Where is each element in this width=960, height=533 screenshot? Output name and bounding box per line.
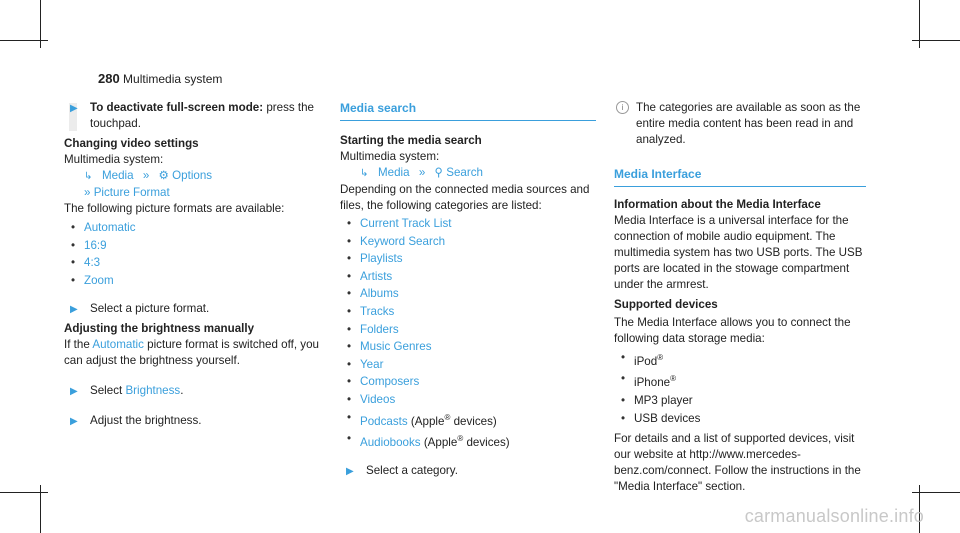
step-arrow-icon: ▶ bbox=[70, 304, 78, 316]
crop-mark bbox=[0, 40, 48, 41]
devices-list bbox=[614, 349, 866, 427]
page-header-title: Multimedia system bbox=[123, 72, 223, 86]
step-deactivate: ▶ To deactivate full-screen mode: press the touchpad. bbox=[70, 101, 315, 130]
menu-path-2 bbox=[64, 185, 320, 201]
double-chevron-icon: » bbox=[142, 169, 150, 182]
info-text: Media Interface is a universal interface for the connection of mobile audio equipment. The multimedia system has two USB ports. The USB ports are located in the stowage compartment under the armrest. bbox=[614, 214, 863, 291]
watermark: carmanualsonline.info bbox=[744, 506, 924, 526]
info-icon: i bbox=[616, 101, 629, 114]
path-media[interactable]: Media bbox=[102, 169, 134, 182]
list-item[interactable]: • Zoom bbox=[64, 272, 320, 290]
search-icon: ⚲ bbox=[434, 166, 443, 179]
step-arrow-icon: ▶ bbox=[346, 466, 354, 478]
list-item[interactable]: • Composers bbox=[340, 373, 596, 391]
crop-mark bbox=[912, 40, 960, 41]
list-item: • MP3 player bbox=[614, 392, 866, 410]
heading-brightness: Adjusting the brightness manually bbox=[64, 322, 255, 336]
path-media[interactable]: Media bbox=[378, 166, 410, 179]
list-item: • Podcasts (Apple® devices) bbox=[340, 409, 596, 430]
list-item[interactable]: • Artists bbox=[340, 268, 596, 286]
section-media-search: Media search bbox=[340, 101, 417, 115]
page-number: 280 bbox=[98, 71, 120, 86]
list-item[interactable]: • Videos bbox=[340, 391, 596, 409]
page-header bbox=[98, 71, 222, 86]
step-select-category: ▶ Select a category. bbox=[340, 463, 596, 479]
note-block: i The categories are available as soon as the entire media content has been read in and analyzed. bbox=[614, 100, 866, 148]
list-item[interactable]: • Albums bbox=[340, 285, 596, 303]
categories-intro: Depending on the connected media sources and files, the following categories are listed: bbox=[340, 183, 590, 212]
left-column bbox=[64, 100, 320, 429]
path-label: Multimedia system: bbox=[340, 150, 440, 163]
step-arrow-icon: ▶ bbox=[70, 416, 78, 428]
middle-column bbox=[340, 100, 596, 479]
list-item[interactable]: • 4:3 bbox=[64, 254, 320, 272]
path-label: Multimedia system: bbox=[64, 153, 164, 166]
path-options[interactable]: Options bbox=[172, 169, 213, 182]
list-item: • USB devices bbox=[614, 410, 866, 428]
crop-mark bbox=[0, 492, 48, 493]
list-item[interactable]: • Current Track List bbox=[340, 215, 596, 233]
categories-list bbox=[340, 215, 596, 451]
list-item: • iPhone® bbox=[614, 370, 866, 391]
menu-path bbox=[340, 165, 596, 182]
path-picture-format[interactable]: Picture Format bbox=[93, 186, 170, 199]
section-media-interface: Media Interface bbox=[614, 167, 702, 181]
list-item[interactable]: • Keyword Search bbox=[340, 233, 596, 251]
gear-icon: ⚙ bbox=[158, 169, 169, 182]
step-select-brightness: ▶ Select Brightness. bbox=[64, 383, 320, 399]
list-item[interactable]: • Year bbox=[340, 356, 596, 374]
path-search[interactable]: Search bbox=[446, 166, 483, 179]
right-column bbox=[614, 100, 866, 495]
list-item[interactable]: • Automatic bbox=[64, 219, 320, 237]
path-arrow-icon: ↳ bbox=[360, 168, 369, 179]
step-arrow-icon: ▶ bbox=[70, 103, 78, 114]
heading-start-search: Starting the media search bbox=[340, 134, 482, 147]
list-item[interactable]: • 16:9 bbox=[64, 237, 320, 255]
path-arrow-icon: ↳ bbox=[84, 171, 93, 182]
menu-path bbox=[64, 168, 320, 185]
heading-video-settings: Changing video settings bbox=[64, 137, 199, 150]
step-select-format: ▶ Select a picture format. bbox=[64, 301, 320, 317]
list-item[interactable]: • Playlists bbox=[340, 250, 596, 268]
step-arrow-icon: ▶ bbox=[70, 386, 78, 398]
double-chevron-icon: » bbox=[84, 186, 91, 199]
step-adjust-brightness: ▶ Adjust the brightness. bbox=[64, 413, 320, 429]
crop-mark bbox=[912, 492, 960, 493]
supported-intro: The Media Interface allows you to connect the following data storage media: bbox=[614, 316, 851, 345]
heading-supported-devices: Supported devices bbox=[614, 298, 718, 311]
heading-info-media-interface: Information about the Media Interface bbox=[614, 198, 821, 211]
list-item: • iPod® bbox=[614, 349, 866, 370]
formats-list bbox=[64, 219, 320, 289]
double-chevron-icon: » bbox=[418, 166, 426, 179]
list-item[interactable]: • Folders bbox=[340, 321, 596, 339]
brightness-text: If the Automatic picture format is switched off, you can adjust the brightness yourself. bbox=[64, 338, 319, 368]
list-item[interactable]: • Music Genres bbox=[340, 338, 596, 356]
list-item[interactable]: • Tracks bbox=[340, 303, 596, 321]
formats-intro: The following picture formats are available: bbox=[64, 202, 285, 215]
details-text: For details and a list of supported devices, visit our website at http://www.mercedes-benz.com/connect. Follow the instructions in the "Media Interface" section. bbox=[614, 432, 861, 494]
list-item: • Audiobooks (Apple® devices) bbox=[340, 430, 596, 451]
